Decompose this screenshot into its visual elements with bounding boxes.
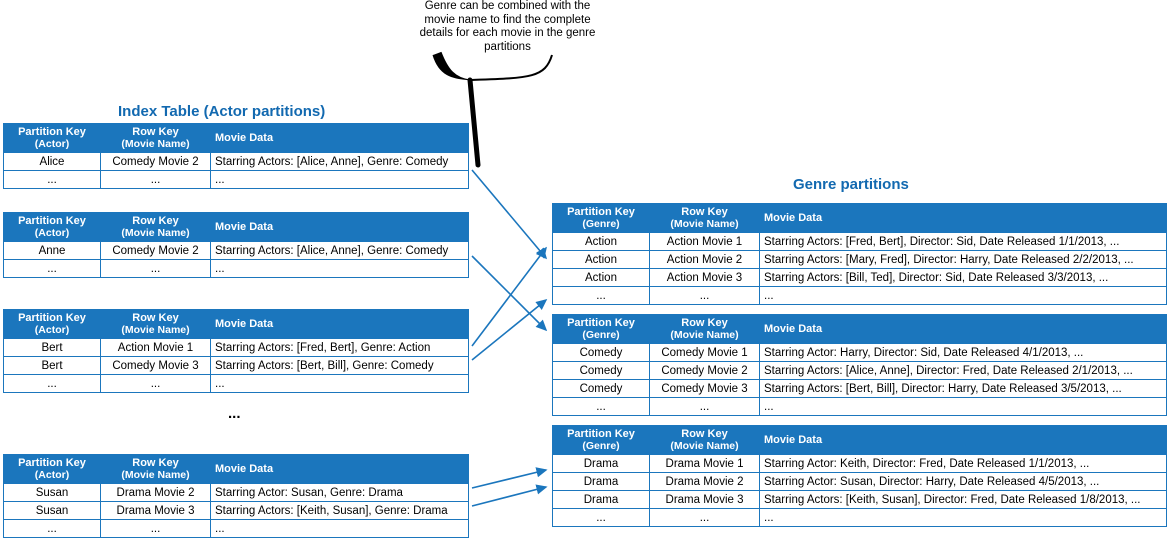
table-row: Comedy Comedy Movie 1 Starring Actor: Harry, Director: Sid, Date Released 4/1/2013, ... bbox=[553, 344, 1167, 362]
arrow-susan-drama3 bbox=[472, 487, 546, 506]
col-partition-key: Partition Key (Genre) bbox=[553, 315, 650, 344]
arrow-alice-to-comedy bbox=[472, 170, 546, 258]
genre-table-comedy bbox=[552, 314, 1167, 416]
col-movie-data: Movie Data bbox=[760, 204, 1167, 233]
table-row: Action Action Movie 2 Starring Actors: [Mary, Fred], Director: Harry, Date Released 2/2/2013, ... bbox=[553, 251, 1167, 269]
genre-partitions-title: Genre partitions bbox=[793, 176, 909, 193]
index-table-title: Index Table (Actor partitions) bbox=[118, 103, 326, 120]
table-row: ... ... ... bbox=[553, 398, 1167, 416]
table-row: Comedy Comedy Movie 2 Starring Actors: [Alice, Anne], Director: Fred, Date Released 2/1/2013, ... bbox=[553, 362, 1167, 380]
table-row: ... ... ... bbox=[4, 260, 469, 278]
col-row-key: Row Key (Movie Name) bbox=[101, 310, 211, 339]
col-partition-key: Partition Key (Actor) bbox=[4, 310, 101, 339]
table-row: Action Action Movie 3 Starring Actors: [Bill, Ted], Director: Sid, Date Released 3/3/2013, ... bbox=[553, 269, 1167, 287]
col-row-key: Row Key (Movie Name) bbox=[650, 315, 760, 344]
col-movie-data: Movie Data bbox=[211, 124, 469, 153]
table-row: Bert Action Movie 1 Starring Actors: [Fred, Bert], Genre: Action bbox=[4, 339, 469, 357]
table-row: Bert Comedy Movie 3 Starring Actors: [Bert, Bill], Genre: Comedy bbox=[4, 357, 469, 375]
table-row: ... ... ... bbox=[4, 171, 469, 189]
index-table-alice bbox=[3, 123, 469, 189]
table-row: ... ... ... bbox=[4, 375, 469, 393]
index-table-anne bbox=[3, 212, 469, 278]
table-row: ... ... ... bbox=[553, 287, 1167, 305]
table-row: Alice Comedy Movie 2 Starring Actors: [Alice, Anne], Genre: Comedy bbox=[4, 153, 469, 171]
callout-brace bbox=[433, 52, 470, 80]
col-row-key: Row Key (Movie Name) bbox=[101, 213, 211, 242]
col-row-key: Row Key (Movie Name) bbox=[650, 204, 760, 233]
arrow-anne-to-comedy bbox=[472, 256, 546, 330]
index-tables-ellipsis: ... bbox=[228, 405, 241, 422]
col-partition-key: Partition Key (Genre) bbox=[553, 426, 650, 455]
col-movie-data: Movie Data bbox=[211, 310, 469, 339]
table-row: Susan Drama Movie 2 Starring Actor: Susan, Genre: Drama bbox=[4, 484, 469, 502]
col-movie-data: Movie Data bbox=[211, 455, 469, 484]
col-row-key: Row Key (Movie Name) bbox=[101, 455, 211, 484]
col-row-key: Row Key (Movie Name) bbox=[650, 426, 760, 455]
arrow-bert-action bbox=[472, 248, 546, 346]
table-row: Drama Drama Movie 1 Starring Actor: Keith, Director: Fred, Date Released 1/1/2013, ... bbox=[553, 455, 1167, 473]
callout-text: Genre can be combined with the movie name to find the complete details for each movie in the genre partitions bbox=[419, 0, 596, 53]
col-partition-key: Partition Key (Genre) bbox=[553, 204, 650, 233]
table-row: Drama Drama Movie 3 Starring Actors: [Keith, Susan], Director: Fred, Date Released 1/8/2013, ... bbox=[553, 491, 1167, 509]
callout-pointer bbox=[470, 80, 478, 165]
col-movie-data: Movie Data bbox=[211, 213, 469, 242]
index-table-bert bbox=[3, 309, 469, 393]
col-movie-data: Movie Data bbox=[760, 426, 1167, 455]
table-row: Drama Drama Movie 2 Starring Actor: Susan, Director: Harry, Date Released 4/5/2013, ... bbox=[553, 473, 1167, 491]
index-table-susan bbox=[3, 454, 469, 538]
genre-table-drama bbox=[552, 425, 1167, 527]
col-partition-key: Partition Key (Actor) bbox=[4, 124, 101, 153]
table-row: Action Action Movie 1 Starring Actors: [Fred, Bert], Director: Sid, Date Released 1/1/2013, ... bbox=[553, 233, 1167, 251]
col-partition-key: Partition Key (Actor) bbox=[4, 455, 101, 484]
col-partition-key: Partition Key (Actor) bbox=[4, 213, 101, 242]
table-row: ... ... ... bbox=[553, 509, 1167, 527]
table-row: Susan Drama Movie 3 Starring Actors: [Keith, Susan], Genre: Drama bbox=[4, 502, 469, 520]
arrow-susan-drama2 bbox=[472, 470, 546, 488]
genre-table-action bbox=[552, 203, 1167, 305]
table-row: Anne Comedy Movie 2 Starring Actors: [Alice, Anne], Genre: Comedy bbox=[4, 242, 469, 260]
callout-brace-right bbox=[470, 55, 552, 80]
arrow-bert-comedy bbox=[472, 300, 546, 360]
table-row: Comedy Comedy Movie 3 Starring Actors: [Bert, Bill], Director: Harry, Date Released 3/5/2013, ... bbox=[553, 380, 1167, 398]
table-row: ... ... ... bbox=[4, 520, 469, 538]
col-movie-data: Movie Data bbox=[760, 315, 1167, 344]
col-row-key: Row Key (Movie Name) bbox=[101, 124, 211, 153]
